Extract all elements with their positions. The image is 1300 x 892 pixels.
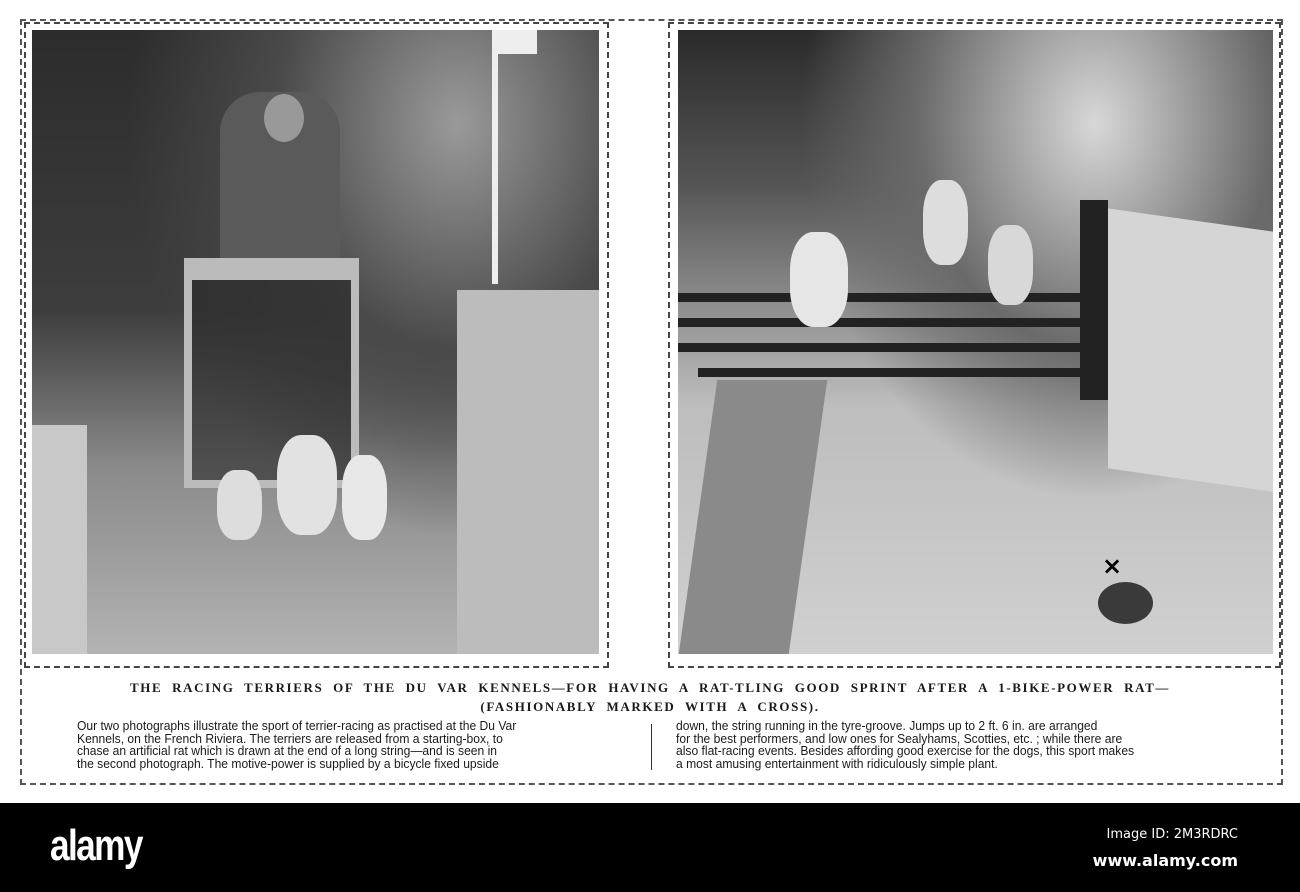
caption-line: Kennels, on the French Riviera. The terriers are released from a starting-box, to: [77, 730, 503, 746]
headline-line-2: (FASHIONABLY MARKED WITH A CROSS).: [480, 699, 820, 714]
sign: [492, 30, 537, 54]
hurdle-rail: [678, 293, 1108, 302]
woman-head: [264, 94, 304, 142]
cross-mark: ×: [1102, 552, 1123, 580]
hurdle-rail: [678, 343, 1108, 352]
hurdle-rail: [678, 318, 1108, 327]
embankment: [457, 290, 599, 654]
terrier: [790, 232, 848, 327]
artificial-rat: [1098, 582, 1153, 624]
headline-line-1: THE RACING TERRIERS OF THE DU VAR KENNELS—FOR HAVING A RAT-TLING GOOD SPRINT AFTER A 1-BIKE-POWER RAT—: [130, 680, 1170, 695]
alamy-logo: alamy: [50, 821, 142, 870]
hurdle-rail: [698, 368, 1108, 377]
caption-left-column: [77, 720, 629, 770]
caption-line: the second photograph. The motive-power is supplied by a bicycle fixed upside: [77, 755, 499, 771]
terrier: [342, 455, 387, 540]
photo-starting-box: [32, 30, 599, 654]
caption-line: for the best performers, and low ones for Sealyhams, Scotties, etc. ; while there are: [676, 730, 1123, 746]
terrier: [277, 435, 337, 535]
caption-line: chase an artificial rat which is drawn at the end of a long string—and is seen in: [77, 743, 498, 759]
terrier: [923, 180, 968, 265]
terrier: [217, 470, 262, 540]
caption-line: down, the string running in the tyre-groove. Jumps up to 2 ft. 6 in. are arranged: [676, 718, 1098, 733]
stone-wall: [1108, 208, 1273, 491]
wall: [32, 425, 87, 654]
caption-line: Our two photographs illustrate the sport of terrier-racing as practised at the Du Var: [77, 718, 517, 733]
caption-line: also flat-racing events. Besides affording good exercise for the dogs, this sport makes: [676, 743, 1135, 759]
photo-terriers-jumping: [678, 30, 1273, 654]
caption-right-column: [676, 720, 1225, 770]
hurdle-post: [1080, 200, 1108, 400]
terrier: [988, 225, 1033, 305]
site-url: www.alamy.com: [1092, 851, 1238, 870]
signpost: [492, 54, 498, 284]
caption-line: a most amusing entertainment with ridiculously simple plant.: [676, 755, 998, 771]
kerb: [679, 380, 828, 654]
image-id: Image ID: 2M3RDRC: [1106, 827, 1238, 842]
watermark-footer: [0, 803, 1300, 892]
column-divider: [651, 724, 652, 770]
